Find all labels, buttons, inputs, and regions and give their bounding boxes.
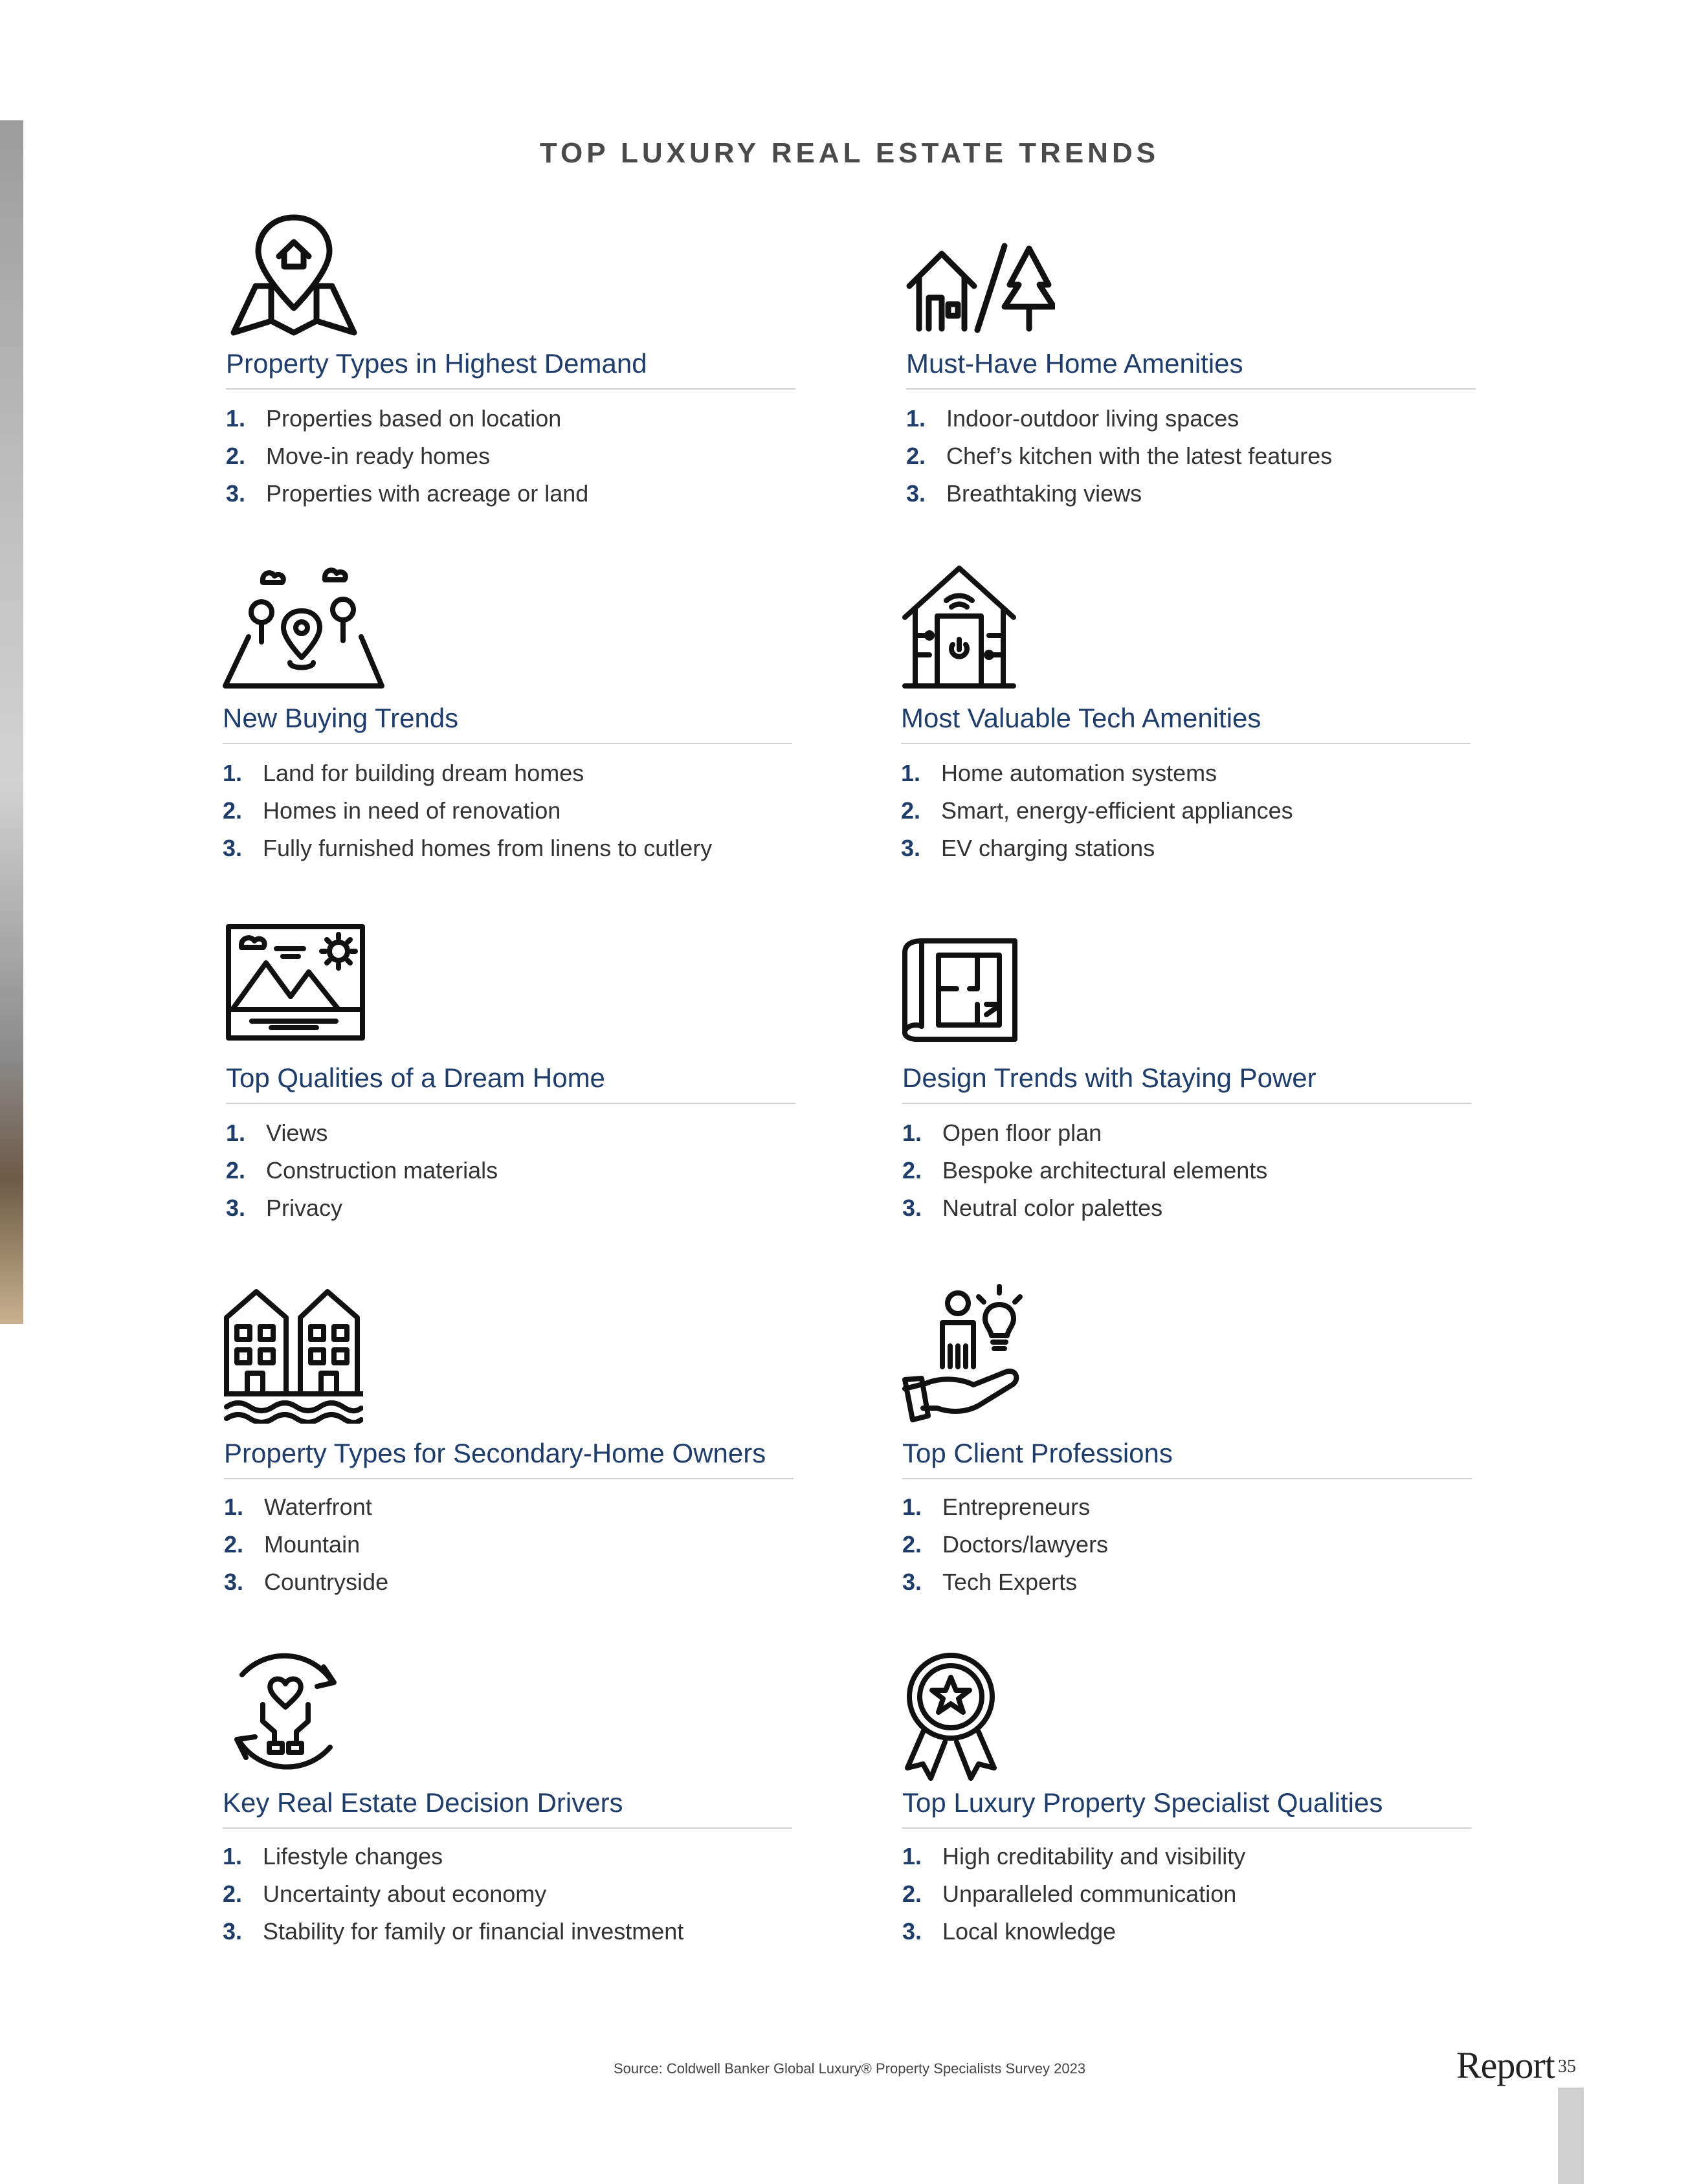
landscape-view-icon [226,924,365,1041]
list-item: 2. Chef’s kitchen with the latest features [906,443,1333,469]
list-item: 1. Open floor plan [902,1120,1102,1146]
list-item: 2. Uncertainty about economy [223,1881,547,1907]
waterfront-buildings-icon [224,1288,363,1424]
list-item: 2. Homes in need of renovation [223,797,561,824]
page-title: TOP LUXURY REAL ESTATE TRENDS [539,137,1160,169]
list-item: 3. Tech Experts [902,1569,1078,1595]
smart-home-icon [901,564,1017,690]
trend-list [902,1843,1472,1956]
list-item: 2. Mountain [224,1531,361,1558]
trend-list [902,1494,1472,1606]
list-item: 3. Stability for family or financial investment [223,1918,684,1945]
list-item: 2. Construction materials [226,1157,498,1184]
report-logo: Report [1456,2044,1555,2086]
award-ribbon-icon [902,1651,999,1781]
section-heading: Key Real Estate Decision Drivers [223,1787,792,1829]
section-heading: Top Luxury Property Specialist Qualities [902,1787,1472,1829]
list-item: 1. High creditability and visibility [902,1843,1246,1870]
trend-list [223,760,792,872]
list-item: 1. Lifestyle changes [223,1843,443,1870]
list-item: 1. Views [226,1120,328,1146]
list-item: 3. EV charging stations [901,835,1155,861]
trend-list [223,1843,792,1956]
floor-plan-icon [902,924,1019,1044]
list-item: 1. Waterfront [224,1494,372,1520]
list-item: 1. Home automation systems [901,760,1217,786]
trend-list [224,1494,794,1606]
section-heading: Top Client Professions [902,1438,1472,1479]
list-item: 3. Fully furnished homes from linens to cutlery [223,835,713,861]
list-item: 3. Privacy [226,1195,343,1221]
list-item: 1. Land for building dream homes [223,760,584,786]
hand-person-idea-icon [902,1281,1032,1427]
land-pin-trees-icon [223,566,384,692]
list-item: 3. Local knowledge [902,1918,1116,1945]
page-edge-bar [1558,2088,1584,2184]
left-edge-photo [0,120,23,1324]
trend-list [901,760,1471,872]
map-pin-home-icon [226,211,362,340]
section-heading: Most Valuable Tech Amenities [901,703,1471,744]
house-tree-icon [906,239,1055,336]
hands-heart-cycle-icon [223,1649,349,1775]
trend-list [226,1120,795,1232]
list-item: 1. Entrepreneurs [902,1494,1091,1520]
list-item: 2. Doctors/lawyers [902,1531,1109,1558]
list-item: 2. Smart, energy-efficient appliances [901,797,1293,824]
list-item: 2. Bespoke architectural elements [902,1157,1268,1184]
list-item: 1. Properties based on location [226,405,562,432]
section-heading: Property Types in Highest Demand [226,348,795,390]
section-heading: Top Qualities of a Dream Home [226,1063,795,1104]
list-item: 2. Unparalleled communication [902,1881,1237,1907]
page-number: 35 [1558,2057,1576,2077]
section-heading: Design Trends with Staying Power [902,1063,1472,1104]
source-note: Source: Coldwell Banker Global Luxury® Property Specialists Survey 2023 [613,2060,1086,2077]
list-item: 3. Properties with acreage or land [226,480,589,507]
section-heading: Property Types for Secondary-Home Owners [224,1438,794,1479]
list-item: 2. Move-in ready homes [226,443,491,469]
trend-list [902,1120,1472,1232]
list-item: 3. Neutral color palettes [902,1195,1163,1221]
list-item: 1. Indoor-outdoor living spaces [906,405,1239,432]
section-heading: Must-Have Home Amenities [906,348,1476,390]
section-heading: New Buying Trends [223,703,792,744]
list-item: 3. Breathtaking views [906,480,1142,507]
trend-list [906,405,1476,518]
list-item: 3. Countryside [224,1569,389,1595]
trend-list [226,405,795,518]
